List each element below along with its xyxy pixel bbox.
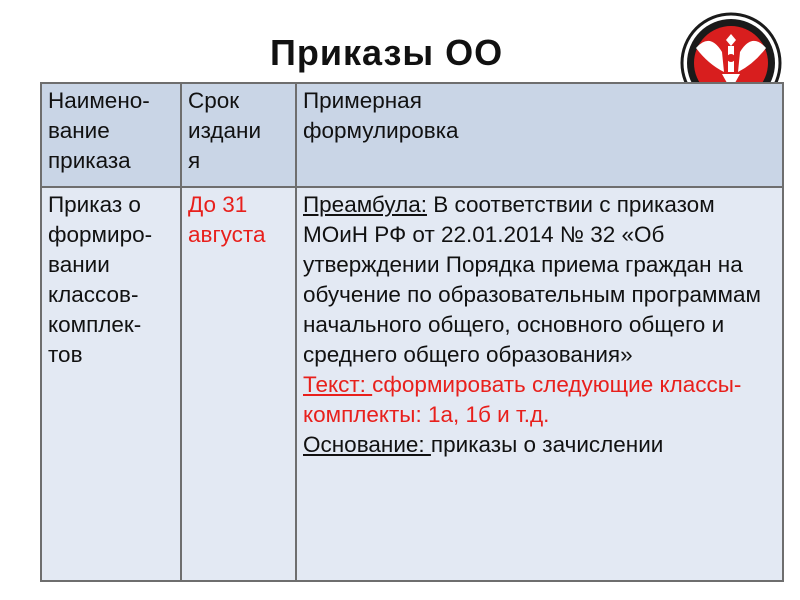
- header-wording-line: Примерная: [303, 88, 422, 113]
- order-name-line: тов: [48, 342, 83, 367]
- page-title: Приказы ОО: [270, 32, 504, 73]
- deadline-line: До 31: [188, 192, 248, 217]
- order-name-line: комплек-: [48, 312, 142, 337]
- header-deadline-line: Срок: [188, 88, 240, 113]
- header-deadline-cell: [181, 83, 296, 187]
- basis-text: приказы о зачислении: [430, 432, 664, 457]
- preamble-text: В соответствии с приказом МОиН РФ от 22.01.2014 № 32 «Об утверждении Порядка приема граждан на обучение по образовательным программам начального общего, основного общего и среднего общего образования»: [303, 192, 761, 367]
- header-deadline-line: издани: [188, 118, 262, 143]
- header-name-line: Наимено-: [48, 88, 150, 113]
- order-name-line: Приказ о: [48, 192, 141, 217]
- table-header-row: [41, 83, 783, 187]
- header-name-cell: [41, 83, 181, 187]
- order-name-line: вании: [48, 252, 110, 277]
- header-wording-cell: [296, 83, 783, 187]
- basis-label: Основание:: [303, 432, 431, 457]
- header-name-line: вание: [48, 118, 110, 143]
- order-name-line: формиро-: [48, 222, 153, 247]
- header-deadline-line: я: [188, 148, 201, 173]
- header-wording-line: формулировка: [303, 118, 459, 143]
- order-name-line: классов-: [48, 282, 139, 307]
- text-paragraph: [303, 370, 778, 430]
- basis-paragraph: [303, 430, 778, 460]
- header-name-line: приказа: [48, 148, 131, 173]
- text-label: Текст:: [303, 372, 373, 397]
- preamble-label: Преамбула:: [303, 192, 427, 217]
- orders-table: [40, 82, 784, 582]
- order-name-cell: [41, 187, 181, 581]
- table-row: [41, 187, 783, 581]
- preamble-paragraph: [303, 190, 778, 370]
- wording-cell: [296, 187, 783, 581]
- deadline-line: августа: [188, 222, 266, 247]
- text-body: сформировать следующие классы-комплекты: 1а, 1б и т.д.: [303, 372, 742, 427]
- deadline-cell: [181, 187, 296, 581]
